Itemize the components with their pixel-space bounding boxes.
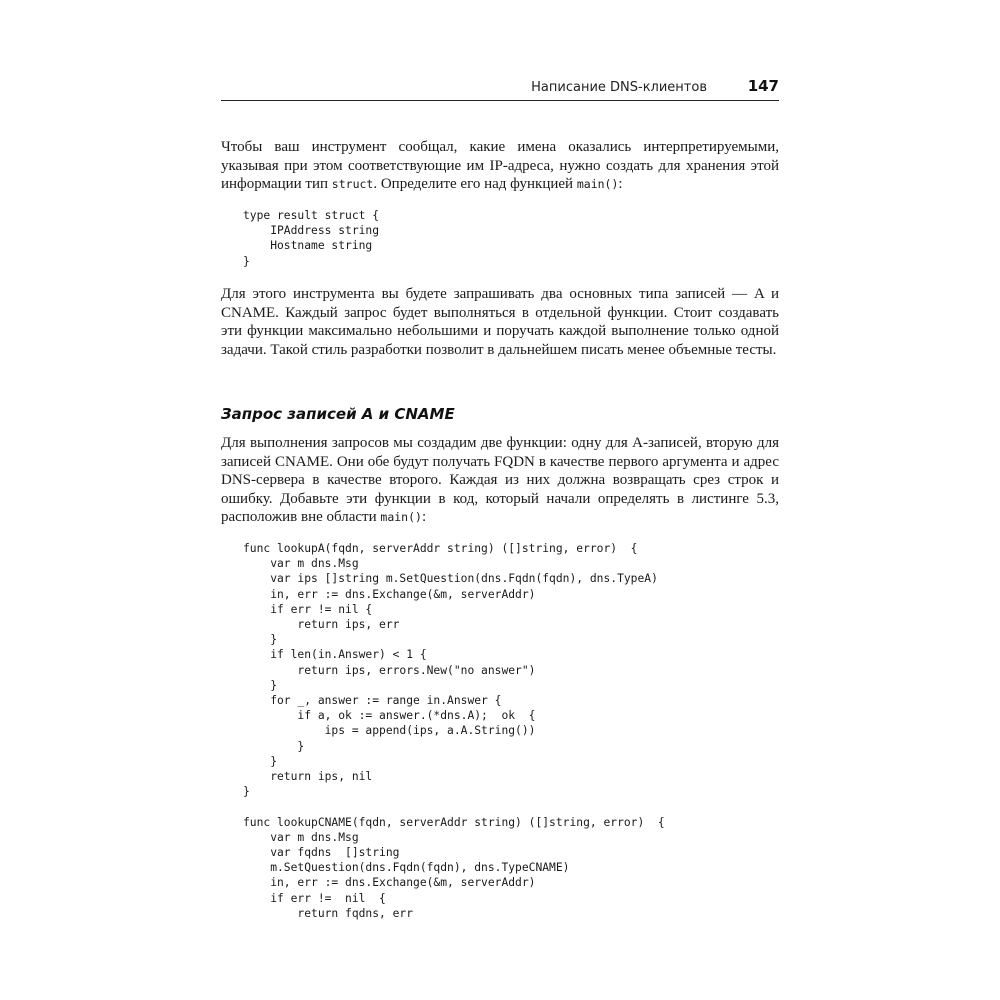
code-block-struct: type result struct { IPAddress string Hostname string } [243,209,380,268]
inline-code-main: main() [380,510,422,525]
paragraph-text: . Определите его над функцией [373,176,577,193]
section-heading: Запрос записей A и CNAME [221,405,455,423]
running-header [221,76,779,101]
inline-code-struct: struct [331,177,374,192]
code-block-lookup-functions: func lookupA(fqdn, serverAddr string) ([]string, error) { var m dns.Msg var ips []string m.SetQuestion(dns.Fqdn(fqdn), dns.TypeA) in, err := dns.Exchange(&m, serverAddr) if err != nil { return ips, err } if len(in.Answer) < 1 { return ips, errors.New("no answer") } for _, answer := range in.Answer { if a, ok := answer.(*dns.A); ok { ips = append(ips, a.A.String()) } } return ips, nil } func lookupCNAME(fqdn, serverAddr string) ([]string, error) { var m dns.Msg var fqdns []string m.SetQuestion(dns.Fqdn(fqdn), dns.TypeCNAME) in, err := dns.Exchange(&m, serverAddr) if err != nil { return fqdns, err [243,542,665,920]
paragraph-struct-intro [221,138,779,194]
chapter-title: Написание DNS-клиентов [531,80,707,95]
paragraph-record-types: Для этого инструмента вы будете запрашивать два основных типа записей — A и CNAME. Каждый запрос будет выполняться в отдельной функции. Стоит создавать эти функции максимально небольшими и поручать каждой выполнение только одной задачи. Такой стиль разработки позволит в дальнейшем писать менее объемные тесты. [221,286,779,358]
paragraph-functions-intro [221,434,779,527]
paragraph-text: : [421,509,427,526]
paragraph-text: Чтобы ваш инструмент сообщал, какие имена оказались интерпретируемыми, указывая при этом соответствующие им IP-адреса, нужно создать для хранения этой информации тип [221,139,779,193]
paragraph-text: : [618,176,623,193]
paragraph-text: Для выполнения запросов мы создадим две функции: одну для A-записей, вторую для записей CNAME. Они обе будут получать FQDN в качестве первого аргумента и адрес DNS-сервера в качестве второго. Каждая из них должна возвращать срез строк и ошибку. Добавьте эти функции в код, который начали определять в листинге 5.3, расположив вне области [221,435,779,526]
inline-code-main: main() [576,177,619,192]
page-number: 147 [747,77,779,95]
